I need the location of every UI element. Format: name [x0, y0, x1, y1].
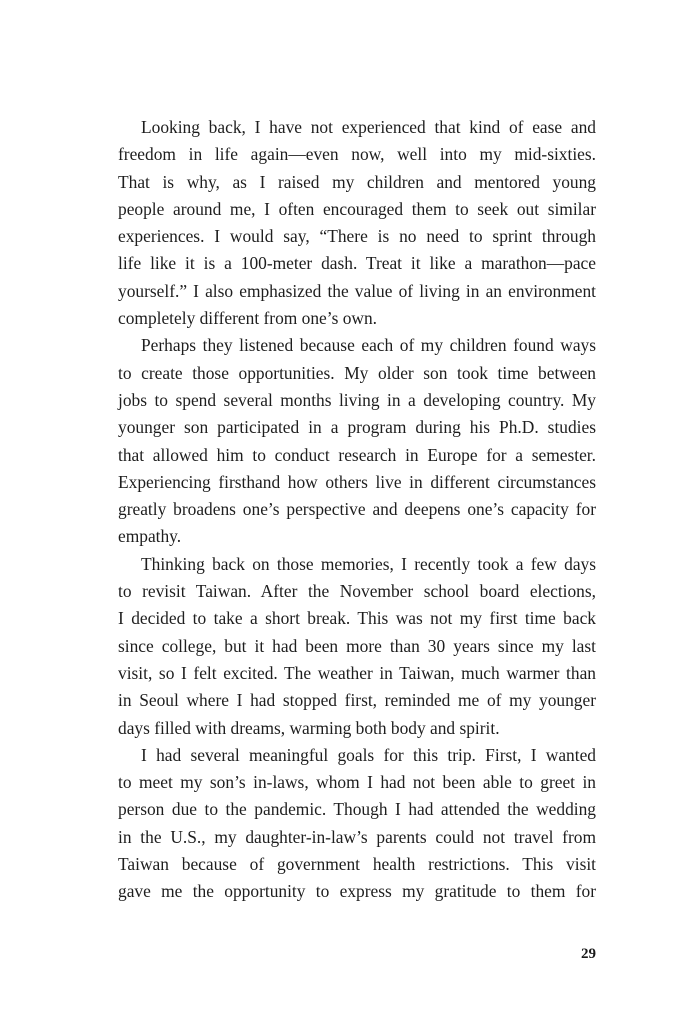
- text-line: empathy.: [118, 526, 182, 547]
- text-line: to revisit Taiwan. After the November school board elections,: [118, 581, 596, 602]
- text-line: in the U.S., my daughter-in-law’s parents could not travel from: [118, 826, 596, 847]
- text-line: freedom in life again—even now, well into my mid-sixties.: [118, 144, 596, 165]
- text-line: to meet my son’s in-laws, whom I had not been able to greet in: [118, 772, 596, 793]
- text-line: Perhaps they listened because each of my children found ways: [141, 335, 596, 356]
- text-line: Looking back, I have not experienced that kind of ease and: [141, 117, 596, 137]
- text-line: since college, but it had been more than 30 years since my last: [118, 635, 596, 656]
- text-line: Thinking back on those memories, I recently took a few days: [141, 553, 596, 574]
- text-line: completely different from one’s own.: [118, 308, 378, 329]
- text-line: Taiwan because of government health restrictions. This visit: [118, 854, 596, 875]
- text-line: I had several meaningful goals for this trip. First, I wanted: [141, 744, 596, 765]
- paragraph: [118, 551, 596, 742]
- text-line: experiences. I would say, “There is no need to sprint through: [118, 226, 596, 247]
- text-line: younger son participated in a program during his Ph.D. studies: [118, 417, 596, 438]
- paragraph: [118, 114, 596, 332]
- text-line: visit, so I felt excited. The weather in Taiwan, much warmer than: [118, 662, 596, 683]
- text-line: That is why, as I raised my children and mentored young: [118, 171, 596, 192]
- text-line: jobs to spend several months living in a developing country. My: [118, 389, 596, 410]
- text-line: days filled with dreams, warming both body and spirit.: [118, 717, 500, 738]
- text-line: people around me, I often encouraged them to seek out similar: [118, 198, 596, 219]
- text-line: life like it is a 100-meter dash. Treat it like a marathon—pace: [118, 253, 596, 274]
- page-number: 29: [581, 946, 596, 962]
- text-line: I decided to take a short break. This was not my first time back: [118, 608, 596, 629]
- text-line: yourself.” I also emphasized the value of living in an environment: [118, 280, 596, 301]
- body-text: [118, 114, 596, 906]
- paragraph: [118, 332, 596, 550]
- text-line: Experiencing firsthand how others live in different circumstances: [118, 471, 596, 492]
- text-line: gave me the opportunity to express my gratitude to them for: [118, 881, 596, 902]
- text-line: to create those opportunities. My older son took time between: [118, 362, 596, 383]
- text-line: greatly broadens one’s perspective and deepens one’s capacity for: [118, 499, 596, 520]
- text-line: that allowed him to conduct research in Europe for a semester.: [118, 444, 596, 465]
- text-line: person due to the pandemic. Though I had attended the wedding: [118, 799, 596, 820]
- text-line: in Seoul where I had stopped first, reminded me of my younger: [118, 690, 596, 711]
- paragraph: [118, 742, 596, 906]
